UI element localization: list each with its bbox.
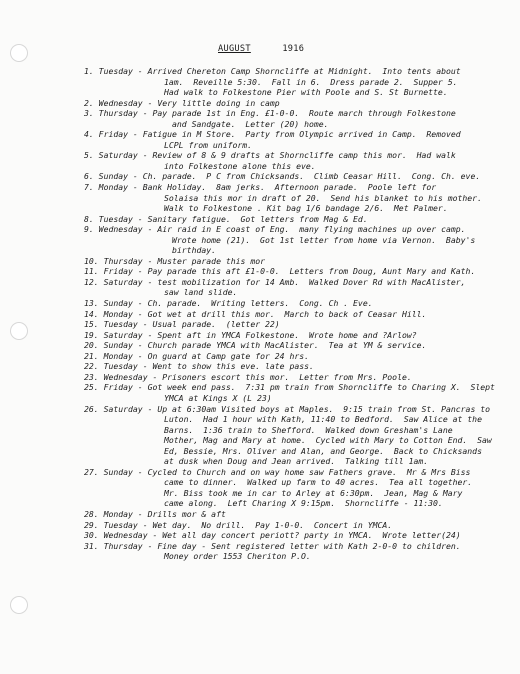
entry-continuation-line: Solaisa this mor in draft of 20. Send his blanket to his mother. (164, 192, 482, 203)
entry-first-line: 27. Sunday - Cycled to Church and on way home saw Fathers grave. Mr & Mrs Biss (84, 466, 471, 477)
page-heading (218, 44, 304, 54)
diary-entry (84, 129, 514, 150)
diary-entry (84, 319, 514, 330)
diary-entry (84, 340, 514, 351)
diary-entry (84, 171, 514, 182)
diary-entry (84, 266, 514, 277)
entry-first-line: 1. Tuesday - Arrived Chereton Camp Shorncliffe at Midnight. Into tents about (84, 66, 461, 76)
entry-first-line: 13. Sunday - Ch. parade. Writing letters. Cong. Ch . Eve. (84, 298, 373, 309)
entry-first-line: 28. Monday - Drills mor & aft (84, 508, 226, 519)
entry-continuation-line: birthday. (172, 245, 217, 256)
entry-first-line: 31. Thursday - Fine day - Sent registered letter with Kath 2-0-0 to children. (84, 540, 461, 551)
entry-continuation-line: came along. Left Charing X 9:15pm. Shorncliffe - 11:30. (164, 498, 443, 509)
diary-entry (84, 330, 514, 341)
entry-first-line: 22. Tuesday - Went to show this eve. late pass. (84, 361, 314, 372)
entry-first-line: 5. Saturday - Review of 8 & 9 drafts at Shorncliffe camp this mor. Had walk (84, 150, 456, 161)
entry-first-line: 8. Tuesday - Sanitary fatigue. Got letters from Mag & Ed. (84, 213, 368, 224)
entry-first-line: 12. Saturday - test mobilization for 14 Amb. Walked Dover Rd with MacAlister, (84, 276, 466, 287)
entry-first-line: 3. Thursday - Pay parade 1st in Eng. £1-0-0. Route march through Folkestone (84, 108, 456, 119)
entry-continuation-line: saw land slide. (164, 287, 238, 298)
punch-hole (10, 44, 28, 62)
entry-continuation-line: came to dinner. Walked up farm to 40 acres. Tea all together. (164, 477, 473, 488)
entry-continuation-line: Money order 1553 Cheriton P.O. (164, 551, 311, 562)
entry-first-line: 9. Wednesday - Air raid in E coast of Eng. many flying machines up over camp. (84, 224, 466, 235)
diary-entry (84, 309, 514, 320)
entry-continuation-line: Ed, Bessie, Mrs. Oliver and Alan, and George. Back to Chicksands (164, 445, 482, 456)
diary-entry (84, 382, 514, 403)
punch-hole (10, 322, 28, 340)
diary-entry (84, 404, 514, 467)
diary-entry (84, 256, 514, 267)
entry-continuation-line: 1am. Reveille 5:30. Fall in 6. Dress parade 2. Supper 5. (164, 76, 458, 87)
entry-continuation-line: and Sandgate. Letter (20) home. (172, 118, 329, 129)
entry-continuation-line: Mr. Biss took me in car to Arley at 6:30pm. Jean, Mag & Mary (164, 487, 463, 498)
diary-entry (84, 509, 514, 520)
diary-entry (84, 224, 514, 256)
entry-first-line: 20. Sunday - Church parade YMCA with MacAlister. Tea at YM & service. (84, 340, 427, 351)
diary-entry (84, 108, 514, 129)
diary-entry (84, 66, 514, 98)
entry-continuation-line: Had walk to Folkestone Pier with Poole and S. St Burnette. (164, 87, 448, 98)
diary-entry (84, 277, 514, 298)
entry-continuation-line: into Folkestone alone this eve. (164, 160, 316, 171)
diary-entry (84, 214, 514, 225)
entry-first-line: 11. Friday - Pay parade this aft £1-0-0. Letters from Doug, Aunt Mary and Kath. (84, 266, 476, 277)
entry-continuation-line: Luton. Had 1 hour with Kath, 11:40 to Bedford. Saw Alice at the (164, 414, 482, 425)
diary-entries (84, 66, 514, 562)
entry-first-line: 30. Wednesday - Wet all day concert periott? party in YMCA. Wrote letter(24) (84, 530, 461, 541)
entry-first-line: 25. Friday - Got week end pass. 7:31 pm train from Shorncliffe to Charing X. Slept (84, 382, 495, 393)
entry-first-line: 10. Thursday - Muster parade this mor (84, 255, 265, 266)
entry-first-line: 15. Tuesday - Usual parade. (letter 22) (84, 319, 280, 330)
diary-entry (84, 372, 514, 383)
entry-first-line: 21. Monday - On guard at Camp gate for 24 hrs. (84, 350, 310, 361)
entry-continuation-line: Walk to Folkestone . Kit bag 1/6 bandage 2/6. Met Palmer. (164, 203, 448, 214)
diary-entry (84, 98, 514, 109)
diary-entry (84, 150, 514, 171)
entry-first-line: 4. Friday - Fatigue in M Store. Party from Olympic arrived in Camp. Removed (84, 129, 461, 140)
entry-first-line: 6. Sunday - Ch. parade. P C from Chicksands. Climb Ceasar Hill. Cong. Ch. eve. (84, 171, 481, 182)
entry-continuation-line: Wrote home (21). Got 1st letter from home via Vernon. Baby's (172, 234, 476, 245)
entry-first-line: 26. Saturday - Up at 6:30am Visited boys at Maples. 9:15 train from St. Pancras to (84, 403, 491, 414)
entry-first-line: 7. Monday - Bank Holiday. 8am jerks. Afternoon parade. Poole left for (84, 182, 437, 193)
diary-entry (84, 182, 514, 214)
diary-entry (84, 361, 514, 372)
entry-continuation-line: LCPL from uniform. (164, 139, 253, 150)
diary-entry (84, 351, 514, 362)
diary-entry (84, 467, 514, 509)
diary-entry (84, 520, 514, 531)
heading-year: 1916 (282, 44, 305, 54)
diary-entry (84, 298, 514, 309)
diary-entry (84, 530, 514, 541)
heading-month: AUGUST (218, 44, 251, 54)
entry-first-line: 23. Wednesday - Prisoners escort this mor. Letter from Mrs. Poole. (84, 371, 412, 382)
entry-first-line: 19. Saturday - Spent aft in YMCA Folkestone. Wrote home and ?Arlow? (84, 329, 417, 340)
entry-first-line: 29. Tuesday - Wet day. No drill. Pay 1-0-0. Concert in YMCA. (84, 519, 393, 530)
entry-continuation-line: Mother, Mag and Mary at home. Cycled with Mary to Cotton End. Saw (164, 435, 492, 446)
entry-first-line: 2. Wednesday - Very little doing in camp (84, 97, 280, 108)
diary-entry (84, 541, 514, 562)
entry-continuation-line: at dusk when Doug and Jean arrived. Talking till 1am. (164, 456, 429, 467)
punch-hole (10, 596, 28, 614)
entry-first-line: 14. Monday - Got wet at drill this mor. March to back of Ceasar Hill. (84, 308, 427, 319)
entry-continuation-line: Barns. 1:36 train to Shefford. Walked down Gresham's Lane (164, 424, 453, 435)
entry-continuation-line: YMCA at Kings X (L 23) (164, 392, 272, 403)
